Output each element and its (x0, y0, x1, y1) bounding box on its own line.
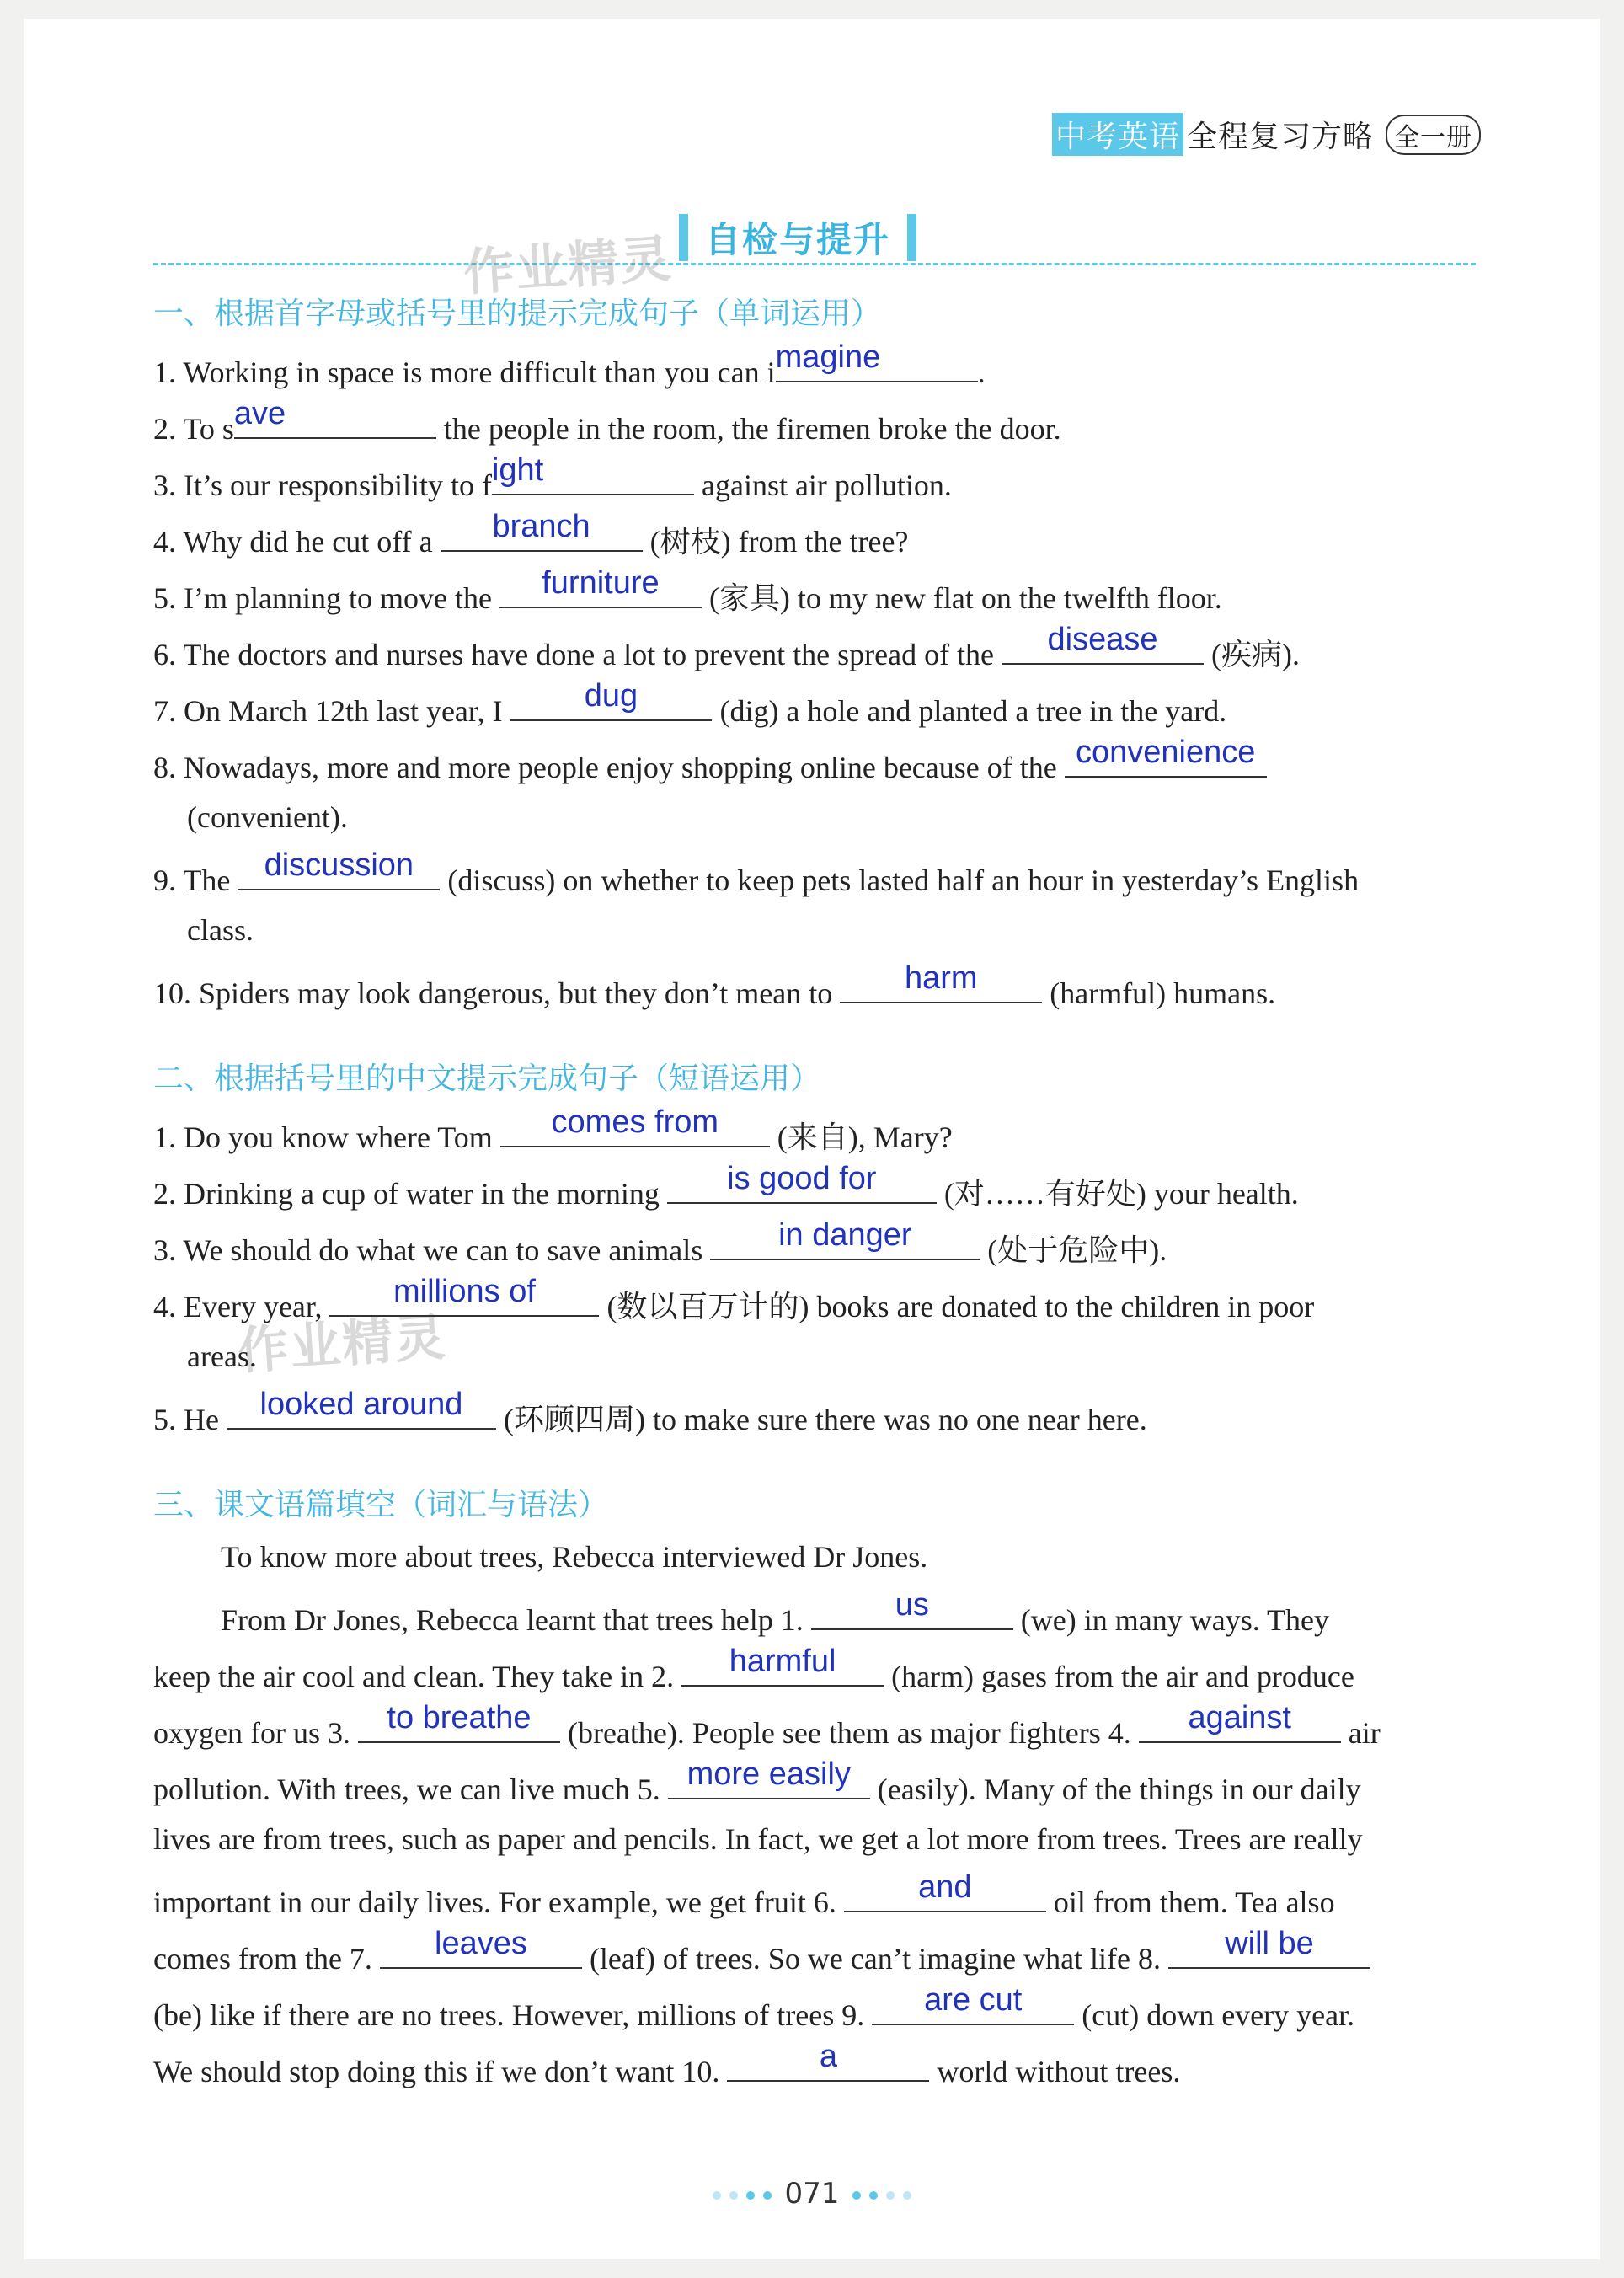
answer: is good for (727, 1161, 877, 1196)
answer: discussion (264, 848, 414, 883)
question-continuation: class. (187, 913, 254, 947)
answer: harm (904, 960, 978, 996)
answer-blank (329, 1274, 599, 1317)
passage-line (153, 1926, 1476, 1977)
passage-line (153, 1644, 1476, 1695)
passage-line: lives are from trees, such as paper and pencils. In fact, we get a lot more from trees. Trees are really (153, 1822, 1363, 1856)
answer-blank (1002, 622, 1204, 665)
dot-icon (729, 2191, 738, 2200)
section-title (679, 212, 916, 263)
answer-blank (380, 1926, 582, 1969)
watermark: 作业精灵 (462, 229, 675, 303)
passage-line: To know more about trees, Rebecca interviewed Dr Jones. (221, 1540, 928, 1574)
answer: more easily (686, 1757, 851, 1792)
passage-text: pollution. With trees, we can live much 5. (153, 1773, 668, 1806)
answer: are cut (924, 1982, 1023, 2018)
question-text: 7. On March 12th last year, I (153, 694, 510, 728)
passage-text: We should stop doing this if we don’t want 10. (153, 2055, 728, 2088)
answer: leaves (435, 1926, 527, 1961)
question-line (153, 1274, 1476, 1325)
answer-blank (510, 678, 712, 721)
answer: ave (233, 396, 286, 431)
question-text: 2. To s (153, 412, 234, 446)
passage-line (153, 1757, 1476, 1808)
dot-icon (763, 2191, 772, 2200)
header-title: 全程复习方略 (1186, 120, 1374, 154)
question-line (153, 1161, 1476, 1212)
question-text: 2. Drinking a cup of water in the morning (153, 1177, 667, 1211)
answer: looked around (259, 1387, 463, 1422)
answer: millions of (393, 1274, 536, 1309)
question-line (153, 1217, 1476, 1269)
answer: branch (492, 509, 590, 544)
question-text: (harmful) humans. (1042, 976, 1276, 1010)
passage-line (153, 2039, 1476, 2090)
question-text: (discuss) on whether to keep pets lasted half an hour in yesterday’s English (440, 864, 1360, 897)
question-text: (疾病). (1204, 638, 1301, 671)
question-line (153, 735, 1476, 786)
question-text: 9. The (153, 864, 238, 897)
question-text: 4. Why did he cut off a (153, 525, 441, 559)
dot-icon (852, 2191, 861, 2200)
answer-blank (491, 452, 694, 495)
passage-text: (we) in many ways. They (1012, 1603, 1330, 1637)
answer: in danger (778, 1217, 912, 1253)
passage-line (221, 1587, 1476, 1639)
question-line (153, 396, 1476, 447)
passage-text: air (1340, 1716, 1381, 1750)
passage-text: (harm) gases from the air and produce (884, 1660, 1354, 1693)
question-line (153, 1387, 1476, 1438)
answer: a (819, 2039, 837, 2074)
header-highlight: 中考英语 (1052, 113, 1183, 156)
question-line (153, 1104, 1476, 1156)
answer: magine (775, 340, 881, 375)
question-text: . (977, 356, 986, 389)
dot-icon (746, 2191, 755, 2200)
question-text: the people in the room, the firemen broke the door. (435, 412, 1061, 446)
answer-blank (710, 1217, 980, 1260)
question-text: 3. We should do what we can to save animals (153, 1233, 711, 1267)
answer: dug (584, 678, 638, 714)
question-text: against air pollution. (693, 468, 952, 502)
answer: will be (1225, 1926, 1314, 1961)
passage-text: (easily). Many of the things in our daily (869, 1773, 1361, 1806)
question-text: 4. Every year, (153, 1290, 330, 1323)
book-header (1052, 113, 1481, 156)
question-text: 1. Do you know where Tom (153, 1120, 500, 1154)
answer-blank (681, 1644, 884, 1687)
question-text: 1. Working in space is more difficult than you can i (153, 356, 776, 389)
answer-blank (727, 2039, 929, 2082)
answer-blank (358, 1700, 560, 1743)
passage-text: (breathe). People see them as major fighters 4. (559, 1716, 1139, 1750)
answer-blank (811, 1587, 1013, 1630)
watermark: 作业精灵 (236, 1307, 449, 1382)
dot-icon (903, 2191, 911, 2200)
passage-line (153, 1700, 1476, 1751)
question-line (153, 848, 1476, 899)
question-text: 5. He (153, 1403, 227, 1436)
passage-text: comes from the 7. (153, 1942, 380, 1976)
passage-text: (leaf) of trees. So we can’t imagine what life 8. (581, 1942, 1169, 1976)
answer-blank (499, 565, 702, 608)
passage-text: From Dr Jones, Rebecca learnt that trees help 1. (221, 1603, 811, 1637)
passage-text: oil from them. Tea also (1045, 1885, 1335, 1919)
answer: us (895, 1587, 929, 1623)
question-continuation: (convenient). (187, 800, 348, 834)
section-heading-3: 三、课文语篇填空（词汇与语法） (153, 1488, 609, 1522)
question-text: (来自), Mary? (769, 1120, 953, 1154)
answer-blank (1168, 1926, 1370, 1969)
header-tag: 全一册 (1386, 115, 1481, 155)
dot-icon (713, 2191, 721, 2200)
passage-text: keep the air cool and clean. They take in 2. (153, 1660, 682, 1693)
question-text: (数以百万计的) books are donated to the children in poor (599, 1290, 1315, 1323)
answer: convenience (1076, 735, 1256, 770)
question-text: (树枝) from the tree? (642, 525, 909, 559)
passage-text: (cut) down every year. (1074, 1998, 1355, 2032)
title-bar-left (679, 214, 688, 261)
title-text: 自检与提升 (705, 219, 891, 260)
passage-text: important in our daily lives. For example, we get fruit 6. (153, 1885, 844, 1919)
answer-blank (668, 1757, 870, 1799)
question-line (153, 960, 1476, 1012)
answer: against (1188, 1700, 1291, 1735)
answer: harmful (729, 1644, 836, 1679)
answer-blank (775, 340, 978, 382)
dot-icon (886, 2191, 895, 2200)
answer: furniture (542, 565, 660, 601)
question-text: (对……有好处) your health. (936, 1177, 1299, 1211)
answer-blank (233, 396, 436, 439)
page-number: 071 (784, 2177, 840, 2211)
question-line (153, 678, 1476, 730)
title-divider (153, 263, 1476, 265)
dot-icon (869, 2191, 878, 2200)
question-line (153, 509, 1476, 560)
question-text: (dig) a hole and planted a tree in the yard. (712, 694, 1227, 728)
answer-blank (441, 509, 643, 552)
answer: comes from (551, 1104, 719, 1140)
answer: disease (1047, 622, 1158, 657)
answer-blank (1065, 735, 1267, 778)
passage-text: (be) like if there are no trees. However, millions of trees 9. (153, 1998, 873, 2032)
question-text: (环顾四周) to make sure there was no one near here. (495, 1403, 1147, 1436)
question-text: 10. Spiders may look dangerous, but they don’t mean to (153, 976, 841, 1010)
question-text: (处于危险中). (980, 1233, 1167, 1267)
page-number-footer (0, 2177, 1624, 2211)
answer-blank (872, 1982, 1074, 2025)
answer-blank (500, 1104, 770, 1147)
answer-blank (238, 848, 440, 890)
answer-blank (667, 1161, 937, 1204)
answer-blank (1139, 1700, 1341, 1743)
passage-line (153, 1982, 1476, 2034)
passage-text: world without trees. (929, 2055, 1181, 2088)
question-text: 5. I’m planning to move the (153, 581, 499, 615)
answer: ight (491, 452, 544, 488)
answer-blank (844, 1869, 1046, 1912)
title-bar-right (907, 214, 916, 261)
answer-blank (840, 960, 1042, 1003)
answer-blank (227, 1387, 496, 1430)
question-text: 6. The doctors and nurses have done a lot to prevent the spread of the (153, 638, 1002, 671)
question-continuation: areas. (187, 1340, 257, 1373)
answer: and (918, 1869, 972, 1905)
question-line (153, 565, 1476, 617)
answer: to breathe (387, 1700, 532, 1735)
question-line (153, 340, 1476, 391)
section-heading-2: 二、根据括号里的中文提示完成句子（短语运用） (153, 1061, 821, 1096)
passage-text: oxygen for us 3. (153, 1716, 358, 1750)
question-text: (家具) to my new flat on the twelfth floor. (701, 581, 1222, 615)
question-line (153, 452, 1476, 504)
section-heading-1: 一、根据首字母或括号里的提示完成句子（单词运用） (153, 297, 882, 331)
question-line (153, 622, 1476, 673)
question-text: 8. Nowadays, more and more people enjoy shopping online because of the (153, 751, 1065, 784)
question-text: 3. It’s our responsibility to f (153, 468, 492, 502)
passage-line (153, 1869, 1476, 1921)
